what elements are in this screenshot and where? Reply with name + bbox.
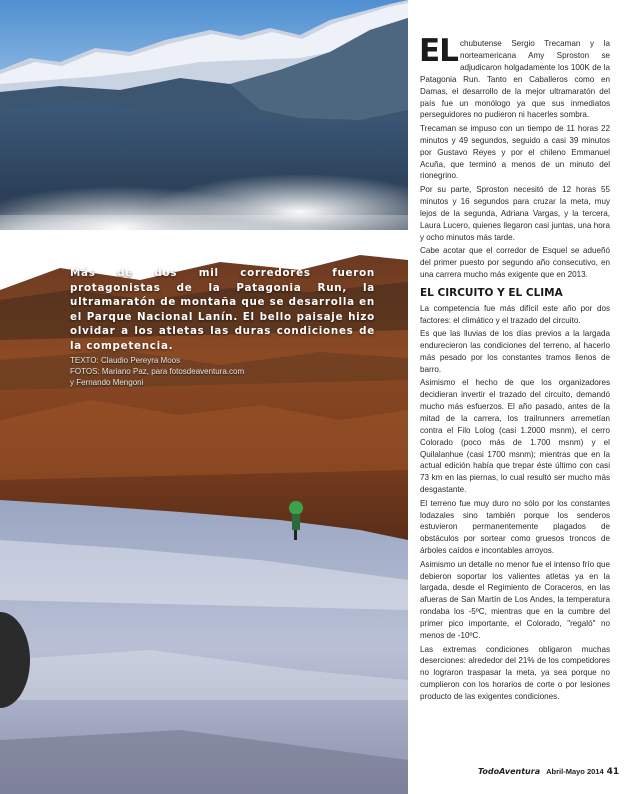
drop-cap: EL (419, 33, 458, 69)
issue-date: Abril-Mayo 2014 (546, 767, 604, 776)
magazine-name: TodoAventura (478, 767, 541, 776)
credit-photos-line2: y Fernando Mengoni (70, 378, 144, 387)
paragraph-text: chubutense Sergio Trecaman y la norteamericana Amy Sproston se adjudicaron holgadamente los 100K de la Patagonia Run. Tanto en Caballeros como en Damas, el desarrollo de la mejor ultramaratón del país fue un monólogo ya que sus inmediatos perseguidores no pudieron ni hacerles sombra. (420, 39, 610, 120)
credit-text: TEXTO: Claudio Pereyra Moos (70, 356, 181, 365)
article-intro (70, 266, 375, 354)
paragraph: La competencia fue más difícil este año por dos factores: el climático y el trazado del circuito. (420, 303, 610, 325)
paragraph: Asimismo el hecho de que los organizadores decidieran invertir el trazado del circuito, demandó mucho más esfuerzos. El año pasado, antes de la mitad de la carrera, los trailrunners arremetían contra el Filo Lolog (casi 1.2000 msnm), el cerro Colorado (poco más de 1.700 msnm) y el Quilalanhue (casi 1700 msnm); mientras que en la actual edición había que trepar éste último con casi 73 km en las piernas, lo cual resultó ser mucho más desgastante. (420, 378, 610, 495)
section-heading: EL CIRCUITO Y EL CLIMA (420, 286, 563, 299)
paragraph: Cabe acotar que el corredor de Esquel se adueñó del primer puesto por segundo año consecutivo, en una carrera mucho más exigente que en 2013. (420, 245, 610, 279)
credit-photos-line1: FOTOS: Mariano Paz, para fotosdeaventura.com (70, 367, 245, 376)
paragraph: Asimismo un detalle no menor fue el intenso frío que debieron soportar los valientes atletas ya en la largada, desde el Regimiento de Coraceros, en las afueras de San Martín de Los Andes, la temperatura rondaba los -5ºC, mientras que en la cumbre del primer pico importante, el Colorado, "regaló" no menos de -10ºC. (420, 559, 610, 641)
intro-text: Más de dos mil corredores fueron protagonistas de la Patagonia Run, la ultramaratón de montaña que se desarrolla en el Parque Nacional Lanín. El bello paisaje hizo olvidar a los atletas las duras condiciones de la competencia. (70, 267, 375, 352)
article-body (419, 33, 610, 705)
paragraph: El terreno fue muy duro no sólo por los constantes lodazales sino también porque los senderos estuvieron permanentemente plagados de obstáculos por sortear como gruesos troncos de árboles caídos e incontables arroyos. (420, 498, 610, 556)
paragraph: Es que las lluvias de los días previos a la largada endurecieron las condiciones del terreno, al hacerlo más pesado por los constantes tramos llenos de barro. (420, 328, 610, 374)
paragraph: Las extremas condiciones obligaron muchas deserciones: alrededor del 21% de los competidores no lograron traspasar la meta, ya sea porque no cumplieron con los horarios de corte o por lesiones producto de las exigentes condiciones. (420, 644, 610, 702)
first-paragraph (419, 33, 610, 121)
page-number: 41 (606, 767, 620, 777)
paragraph: Por su parte, Sproston necesitó de 12 horas 55 minutos y 16 segundos para cruzar la meta, muy lejos de la segunda, Adriana Vargas, y la tercera, Laura Lucero, quienes llegaron casi juntas, una hora y ocho minutos más tarde. (420, 184, 610, 242)
article-credits (70, 355, 290, 388)
paragraph: Trecaman se impuso con un tiempo de 11 horas 22 minutos y 49 segundos, seguido a casi 39 minutos por Gustavo Reyes y por el chileno Emmanuel Acuña, que terminó a menos de un minuto del rionegrino. (420, 123, 610, 181)
page-footer (478, 767, 618, 777)
